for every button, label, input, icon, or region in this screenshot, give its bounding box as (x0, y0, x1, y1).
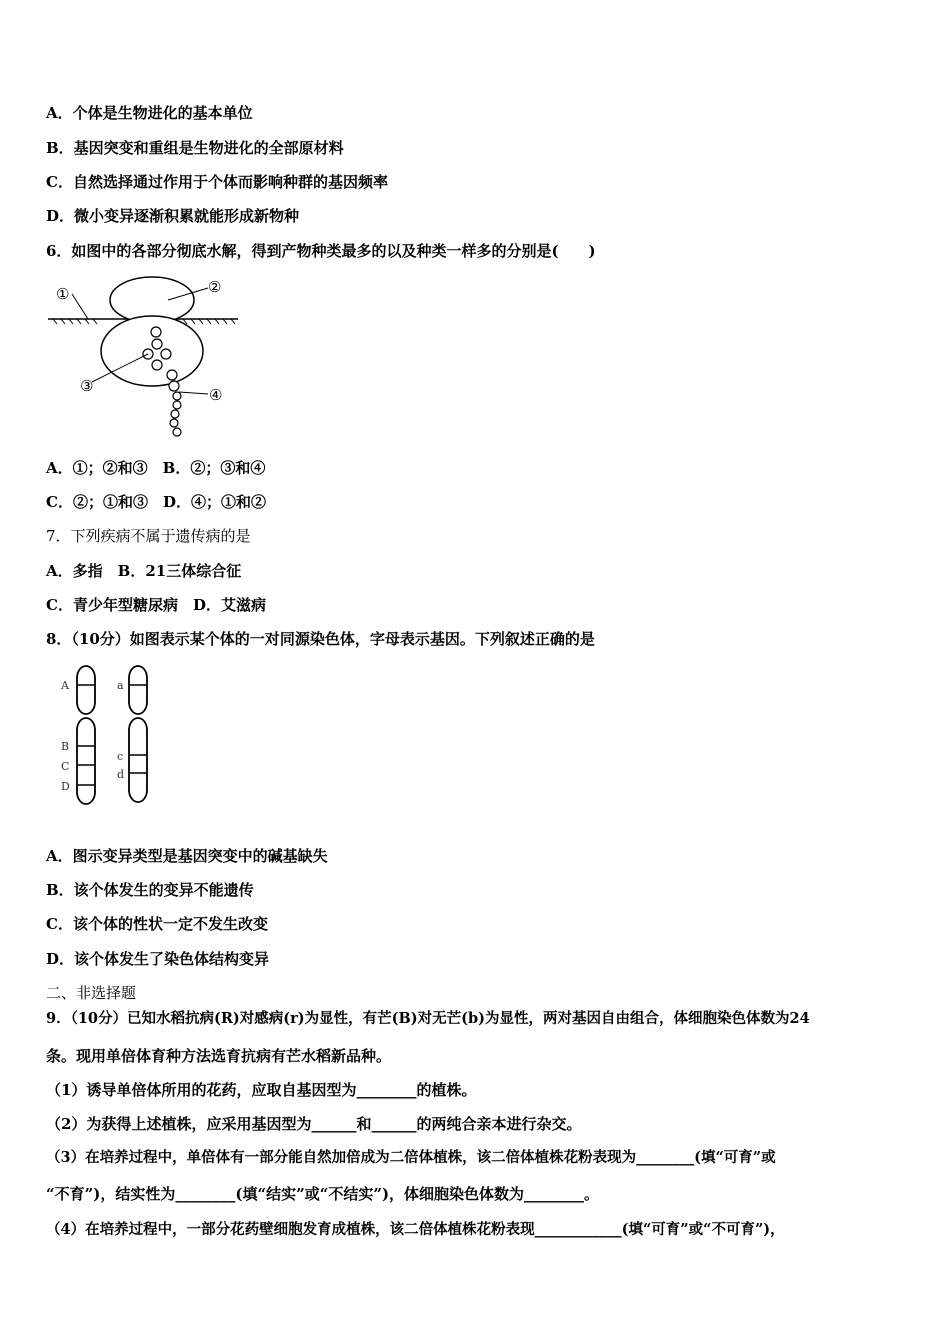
q8-option-a: A．图示变异类型是基因突变中的碱基缺失 (46, 847, 328, 865)
ribosome-diagram (48, 272, 248, 444)
q7-options-cd: C．青少年型糖尿病 D．艾滋病 (46, 596, 266, 614)
gene-d: d (117, 768, 125, 781)
chromosome-diagram (55, 660, 165, 810)
q7-stem: 7．下列疾病不属于遗传病的是 (46, 527, 251, 545)
q9-part4: （4）在培养过程中，一部分花药壁细胞发育成植株，该二倍体植株花粉表现____________(填“可育”或“不可育”)， (46, 1221, 785, 1238)
q5-option-c: C．自然选择通过作用于个体而影响种群的基因频率 (46, 173, 388, 191)
section-heading: 二、非选择题 (46, 984, 137, 1002)
q5-option-d: D．微小变异逐渐积累就能形成新物种 (46, 207, 300, 225)
label-3: ③ (80, 377, 94, 395)
q5-option-a: A．个体是生物进化的基本单位 (46, 104, 253, 122)
q5-option-b: B．基因突变和重组是生物进化的全部原材料 (46, 139, 344, 157)
label-1: ① (56, 285, 70, 303)
label-4: ④ (209, 386, 223, 404)
q8-option-b: B．该个体发生的变异不能遗传 (46, 881, 254, 899)
q8-option-c: C．该个体的性状一定不发生改变 (46, 915, 268, 933)
q6-stem: 6．如图中的各部分彻底水解，得到产物种类最多的以及种类一样多的分别是( ) (46, 242, 596, 260)
q9-part3-line2: “不育”)，结实性为________(填“结实”或“不结实”)，体细胞染色体数为________。 (46, 1185, 600, 1203)
q7-options-ab: A．多指 B．21三体综合征 (46, 562, 242, 580)
q6-options-ab: A．①；②和③ B．②；③和④ (46, 459, 266, 477)
q8-stem: 8．（10分）如图表示某个体的一对同源染色体，字母表示基因。下列叙述正确的是 (46, 630, 595, 648)
gene-B: B (61, 740, 70, 753)
gene-c: c (117, 750, 124, 763)
label-2: ② (208, 278, 222, 296)
gene-A: A (61, 679, 69, 692)
q9-part3-line1: （3）在培养过程中，单倍体有一部分能自然加倍成为二倍体植株，该二倍体植株花粉表现为________(填“可育”或 (46, 1149, 776, 1166)
gene-C: C (61, 760, 70, 773)
q9-part2: （2）为获得上述植株，应采用基因型为______和______的两纯合亲本进行杂交。 (46, 1115, 582, 1133)
gene-D: D (61, 780, 70, 793)
q9-stem-line1: 9．（10分）已知水稻抗病(R)对感病(r)为显性，有芒(B)对无芒(b)为显性，两对基因自由组合，体细胞染色体数为24 (46, 1010, 810, 1027)
q6-options-cd: C．②；①和③ D．④；①和② (46, 493, 266, 511)
gene-a: a (117, 679, 124, 692)
q9-part1: （1）诱导单倍体所用的花药，应取自基因型为________的植株。 (46, 1081, 477, 1099)
q9-stem-line2: 条。现用单倍体育种方法选育抗病有芒水稻新品种。 (46, 1047, 392, 1065)
q8-option-d: D．该个体发生了染色体结构变异 (46, 950, 270, 968)
